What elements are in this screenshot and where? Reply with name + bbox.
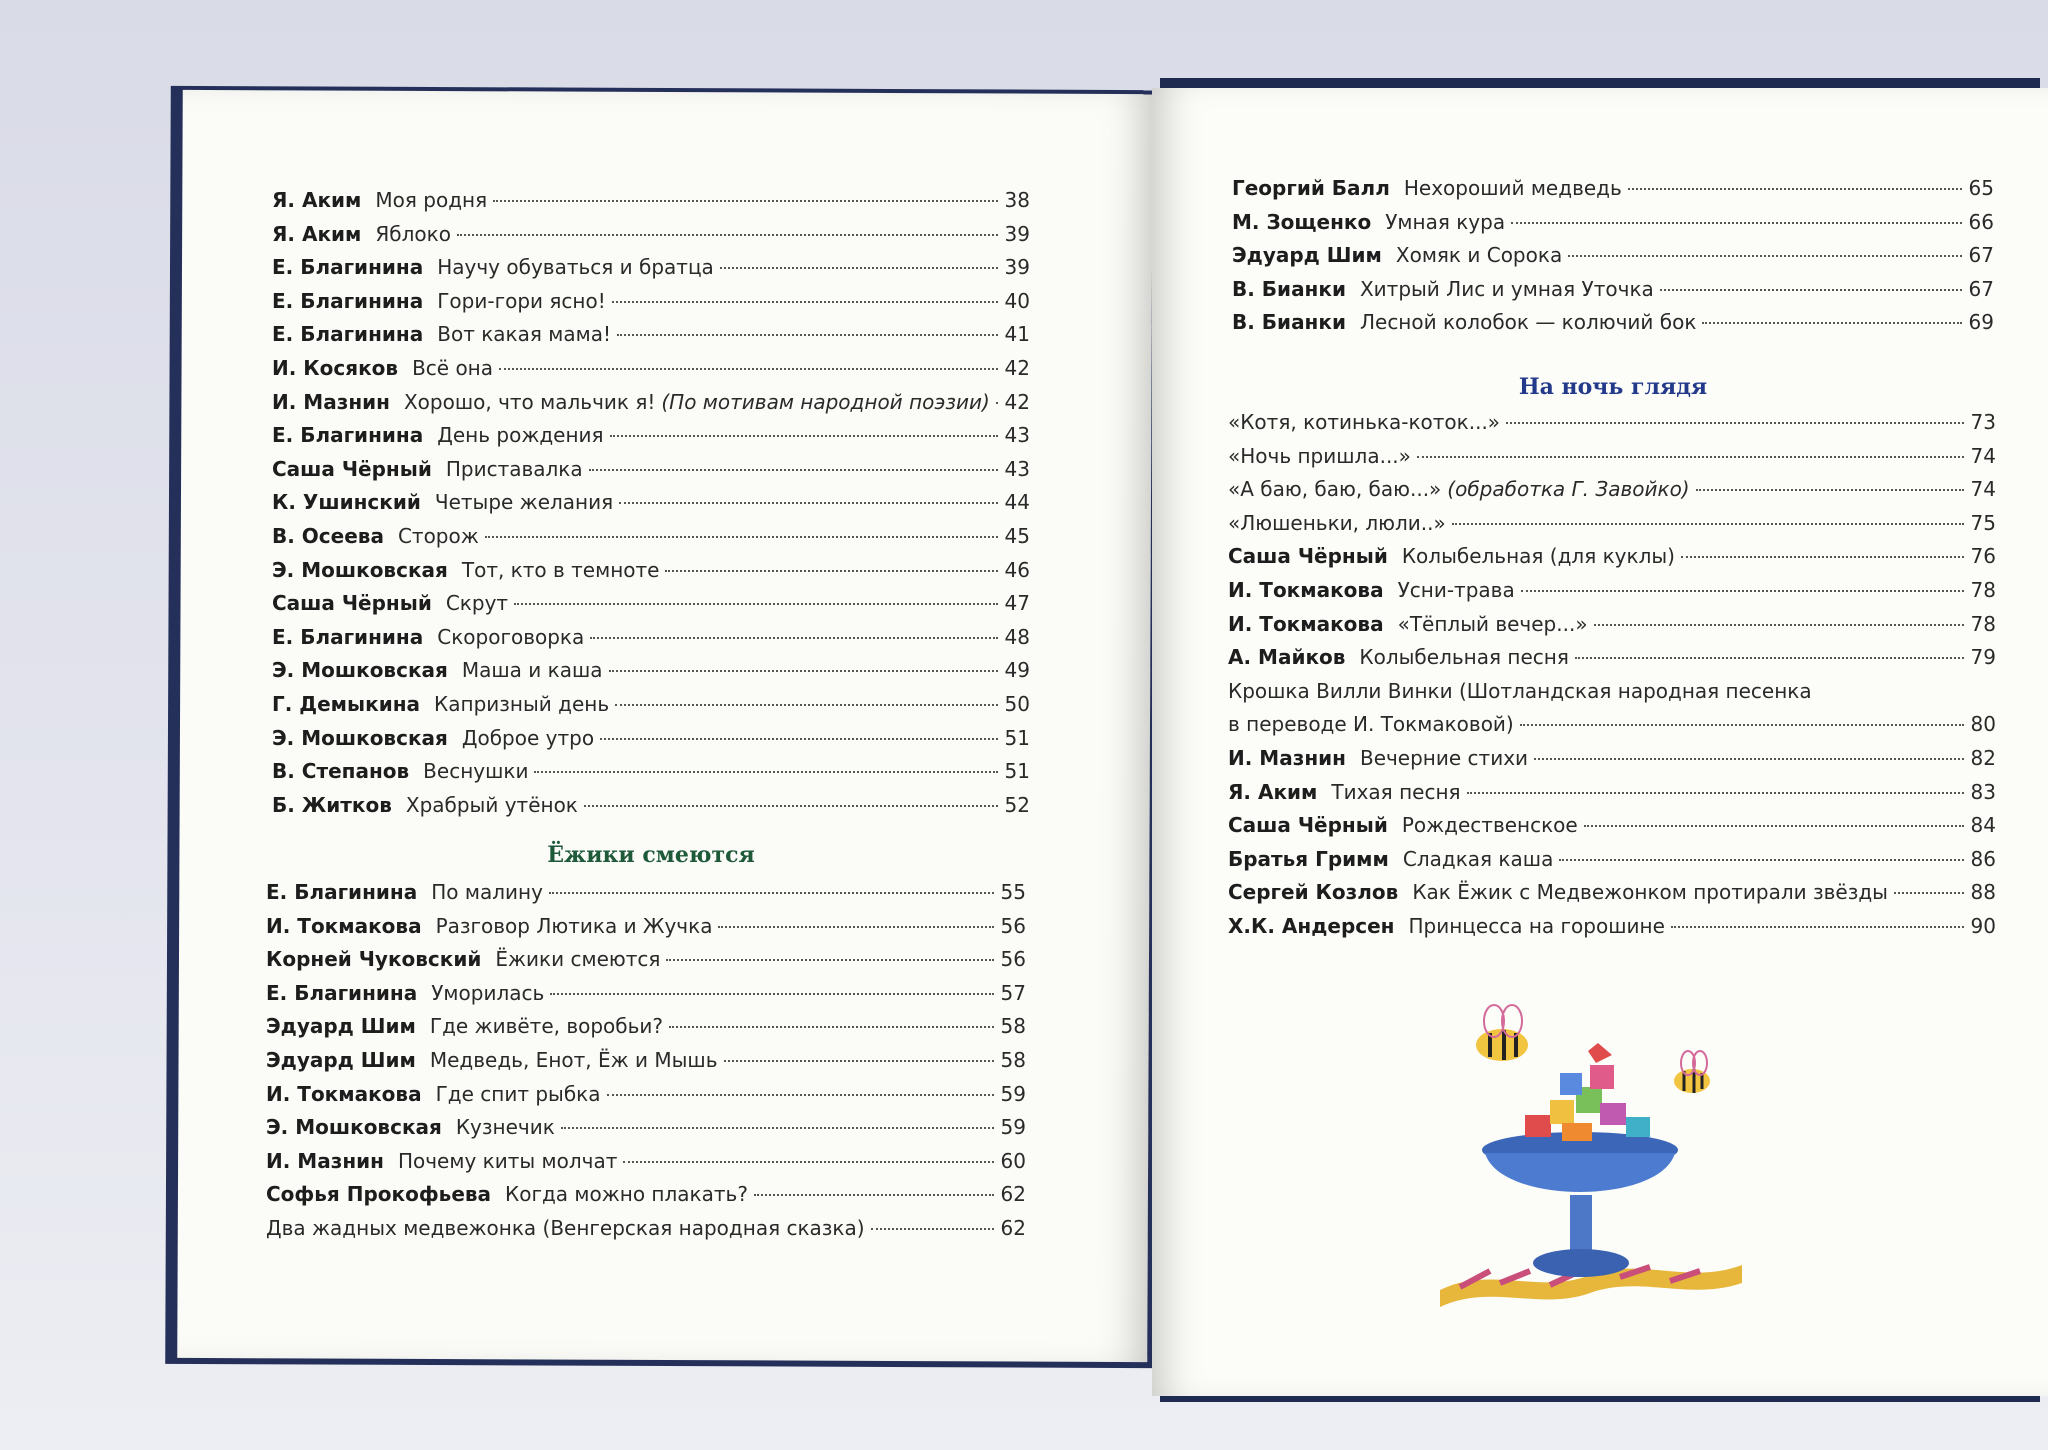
bowl-base <box>1533 1249 1629 1277</box>
toc-leader-dots <box>584 805 998 807</box>
toc-leader-dots <box>600 738 998 740</box>
toc-leader-dots <box>1568 255 1962 257</box>
toc-page-number: 40 <box>1004 288 1030 313</box>
toc-author: Саша Чёрный <box>272 456 432 481</box>
toc-note: (По мотивам народной поэзии) <box>661 389 990 414</box>
toc-title: Доброе утро <box>461 725 595 750</box>
toc-entry <box>266 981 1026 1015</box>
toc-page-number: 79 <box>1970 645 1996 670</box>
toc-author: И. Косяков <box>272 355 399 380</box>
toc-left-list-1 <box>272 188 1030 826</box>
toc-page-number: 44 <box>1004 490 1030 515</box>
toc-title: Умная кура <box>1385 209 1506 234</box>
toc-entry <box>1228 914 1996 948</box>
toc-entry <box>272 658 1030 692</box>
toc-leader-dots <box>609 670 998 672</box>
bee-left <box>1476 1005 1528 1061</box>
toc-title: в переводе И. Токмаковой) <box>1228 712 1514 737</box>
toc-title: Храбрый утёнок <box>405 792 578 817</box>
toc-author: Е. Благинина <box>266 980 418 1005</box>
toc-title: Хорошо, что мальчик я! <box>403 389 656 414</box>
toc-leader-dots <box>1594 624 1964 626</box>
toc-title: Два жадных медвежонка (Венгерская народная сказка) <box>266 1215 865 1240</box>
toc-leader-dots <box>1452 523 1964 525</box>
toc-entry <box>1228 813 1996 847</box>
toc-title: Тот, кто в темноте <box>461 557 660 582</box>
toc-title: Маша и каша <box>461 658 603 683</box>
toc-author: В. Осеева <box>272 523 384 548</box>
bees-candy-bowl-illustration <box>1430 995 1750 1315</box>
toc-entry <box>272 255 1030 289</box>
toc-entry <box>272 591 1030 625</box>
toc-title: Моя родня <box>375 188 488 212</box>
toc-entry <box>1232 176 1994 210</box>
toc-title: Медведь, Енот, Ёж и Мышь <box>429 1047 718 1072</box>
toc-page-number: 74 <box>1970 443 1996 468</box>
toc-page-number: 78 <box>1970 577 1996 602</box>
toc-page-number: 41 <box>1004 322 1030 347</box>
toc-page-number: 65 <box>1968 176 1994 200</box>
toc-leader-dots <box>1511 222 1962 224</box>
toc-title: Лесной колобок — колючий бок <box>1359 310 1697 335</box>
toc-page-number: 82 <box>1970 745 1996 770</box>
toc-entry <box>1232 210 1994 244</box>
toc-title: Где спит рыбка <box>435 1081 601 1106</box>
toc-author: Е. Благинина <box>266 880 418 904</box>
toc-author: И. Токмакова <box>266 1081 422 1106</box>
toc-author: И. Мазнин <box>1228 745 1346 770</box>
toc-entry <box>272 423 1030 457</box>
toc-page-number: 67 <box>1968 243 1994 268</box>
toc-title: Гори-гори ясно! <box>437 288 606 313</box>
toc-entry <box>272 222 1030 256</box>
toc-author: Е. Благинина <box>272 288 424 313</box>
toc-entry <box>266 914 1026 948</box>
toc-leader-dots <box>561 1127 994 1129</box>
toc-leader-dots <box>1534 758 1964 760</box>
toc-leader-dots <box>1467 792 1964 794</box>
toc-leader-dots <box>619 502 998 504</box>
section-title-left: Ёжики смеются <box>547 842 755 868</box>
toc-leader-dots <box>1894 892 1964 894</box>
toc-title: Скороговорка <box>437 624 585 649</box>
toc-author: К. Ушинский <box>272 490 421 515</box>
toc-author: И. Мазнин <box>272 389 390 414</box>
toc-title: Хомяк и Сорока <box>1395 243 1563 268</box>
toc-leader-dots <box>666 959 994 961</box>
toc-title: Нехороший медведь <box>1403 176 1622 200</box>
toc-author: Эдуард Шим <box>266 1047 416 1072</box>
toc-page-number: 67 <box>1968 276 1994 301</box>
toc-author: Эдуард Шим <box>266 1014 416 1039</box>
toc-author: Г. Демыкина <box>272 691 421 716</box>
toc-title: Научу обуваться и братца <box>437 255 714 280</box>
toc-page-number: 62 <box>1000 1182 1026 1207</box>
toc-author: Э. Мошковская <box>272 658 448 683</box>
toc-leader-dots <box>549 892 994 894</box>
toc-title: Капризный день <box>434 691 610 716</box>
toc-leader-dots <box>1417 456 1964 458</box>
toc-author: И. Токмакова <box>1228 577 1384 602</box>
toc-entry <box>266 880 1026 914</box>
toc-page-number: 48 <box>1004 624 1030 649</box>
toc-title: Кузнечик <box>455 1115 555 1140</box>
toc-leader-dots <box>493 200 998 202</box>
toc-entry <box>266 1149 1026 1183</box>
toc-page-number: 73 <box>1970 410 1996 434</box>
toc-entry <box>1228 410 1996 444</box>
toc-page-number: 39 <box>1004 255 1030 280</box>
toc-page-number: 49 <box>1004 658 1030 683</box>
toc-title: Когда можно плакать? <box>505 1182 748 1207</box>
toc-page-number: 52 <box>1004 792 1030 817</box>
toc-entry <box>272 356 1030 390</box>
toc-author: М. Зощенко <box>1232 209 1372 234</box>
bee-right <box>1674 1051 1710 1093</box>
toc-author: Э. Мошковская <box>272 557 448 582</box>
toc-leader-dots <box>623 1161 994 1163</box>
toc-page-number: 76 <box>1970 544 1996 569</box>
toc-title: Приставалка <box>445 456 583 481</box>
toc-entry <box>272 188 1030 222</box>
toc-leader-dots <box>1660 289 1962 291</box>
toc-title: Хитрый Лис и умная Уточка <box>1359 276 1654 301</box>
toc-page-number: 88 <box>1970 880 1996 905</box>
toc-author: И. Токмакова <box>1228 611 1384 636</box>
toc-leader-dots <box>550 993 994 995</box>
toc-title: Принцесса на горошине <box>1408 913 1665 938</box>
toc-author: Я. Аким <box>272 221 362 246</box>
toc-author: Я. Аким <box>1228 779 1318 804</box>
toc-page-number: 45 <box>1004 523 1030 548</box>
toc-title: Сладкая каша <box>1402 846 1554 871</box>
toc-leader-dots <box>1584 825 1964 827</box>
toc-leader-dots <box>534 771 998 773</box>
toc-entry <box>266 1082 1026 1116</box>
toc-note: (обработка Г. Завойко) <box>1447 477 1690 502</box>
toc-author: В. Степанов <box>272 759 410 784</box>
toc-leader-dots <box>514 603 998 605</box>
toc-page-number: 57 <box>1000 980 1026 1005</box>
toc-leader-dots <box>615 704 998 706</box>
toc-entry <box>272 289 1030 323</box>
toc-title: Рождественское <box>1401 813 1578 838</box>
toc-page-number: 90 <box>1970 913 1996 938</box>
toc-page-number: 86 <box>1970 846 1996 871</box>
toc-leader-dots <box>1559 859 1964 861</box>
toc-author: Х.К. Андерсен <box>1228 913 1395 938</box>
toc-author: Е. Благинина <box>272 423 424 448</box>
toc-author: Я. Аким <box>272 188 362 212</box>
toc-leader-dots <box>1628 188 1962 190</box>
toc-left-list-2 <box>266 880 1026 1250</box>
toc-title: Колыбельная (для куклы) <box>1401 544 1675 569</box>
toc-entry <box>1232 277 1994 311</box>
toc-entry <box>266 1014 1026 1048</box>
toc-entry <box>1228 612 1996 646</box>
toc-page-number: 56 <box>1000 947 1026 972</box>
toc-page-number: 84 <box>1970 813 1996 838</box>
toc-page-number: 38 <box>1004 188 1030 212</box>
toc-title: Яблоко <box>375 221 451 246</box>
toc-title: «Люшеньки, люли..» <box>1228 510 1446 535</box>
toc-title: «Тёплый вечер...» <box>1397 611 1588 636</box>
toc-leader-dots <box>1681 556 1964 558</box>
toc-title: «А баю, баю, баю...» <box>1228 477 1442 502</box>
toc-author: И. Токмакова <box>266 913 422 938</box>
toc-entry <box>1228 578 1996 612</box>
toc-leader-dots <box>871 1228 994 1230</box>
toc-title: Скрут <box>445 591 509 616</box>
toc-entry <box>272 793 1030 827</box>
toc-entry <box>272 490 1030 524</box>
toc-title: Тихая песня <box>1331 779 1461 804</box>
toc-title: По малину <box>431 880 543 904</box>
toc-leader-dots <box>724 1060 994 1062</box>
toc-entry <box>266 947 1026 981</box>
toc-title: Ёжики смеются <box>495 947 661 972</box>
toc-author: И. Мазнин <box>266 1148 384 1173</box>
toc-title: Как Ёжик с Медвежонком протирали звёзды <box>1412 880 1888 905</box>
toc-page-number: 39 <box>1004 221 1030 246</box>
toc-title: Вечерние стихи <box>1359 745 1529 770</box>
toc-page-number: 58 <box>1000 1047 1026 1072</box>
section-title-right: На ночь глядя <box>1518 374 1708 400</box>
toc-leader-dots <box>1520 724 1964 726</box>
toc-page-number: 55 <box>1000 880 1026 904</box>
toc-entry <box>1228 511 1996 545</box>
toc-entry <box>1228 477 1996 511</box>
toc-author: Б. Житков <box>272 792 392 817</box>
toc-author: Корней Чуковский <box>266 947 482 972</box>
toc-title: «Котя, котинька-коток...» <box>1228 410 1501 434</box>
toc-page-number: 59 <box>1000 1115 1026 1140</box>
bowl-stem <box>1570 1195 1592 1255</box>
toc-page-number: 69 <box>1968 310 1994 335</box>
toc-leader-dots <box>1696 489 1964 491</box>
toc-leader-dots <box>607 1094 995 1096</box>
toc-entry <box>1228 679 1996 713</box>
toc-author: Саша Чёрный <box>1228 544 1388 569</box>
toc-entry <box>1228 880 1996 914</box>
toc-leader-dots <box>1671 926 1964 928</box>
toc-page-number: 60 <box>1000 1148 1026 1173</box>
toc-entry <box>272 726 1030 760</box>
toc-leader-dots <box>457 234 998 236</box>
toc-entry <box>272 692 1030 726</box>
toc-entry <box>266 1182 1026 1216</box>
toc-author: А. Майков <box>1228 645 1346 670</box>
toc-leader-dots <box>612 301 998 303</box>
toc-page-number: 80 <box>1970 712 1996 737</box>
toc-title: Усни-трава <box>1397 577 1515 602</box>
toc-author: Е. Благинина <box>272 255 424 280</box>
toc-title: Разговор Лютика и Жучка <box>435 913 713 938</box>
toc-page-number: 62 <box>1000 1215 1026 1240</box>
toc-entry <box>272 759 1030 793</box>
toc-leader-dots <box>996 402 998 404</box>
toc-title: Веснушки <box>423 759 529 784</box>
toc-leader-dots <box>617 334 998 336</box>
toc-entry <box>272 558 1030 592</box>
toc-leader-dots <box>1506 422 1964 424</box>
toc-leader-dots <box>499 368 998 370</box>
toc-author: Сергей Козлов <box>1228 880 1399 905</box>
toc-author: Софья Прокофьева <box>266 1182 492 1207</box>
toc-entry <box>1228 645 1996 679</box>
toc-entry <box>266 1115 1026 1149</box>
toc-entry <box>266 1216 1026 1250</box>
toc-entry <box>266 1048 1026 1082</box>
toc-entry <box>1228 847 1996 881</box>
toc-title: Колыбельная песня <box>1359 645 1569 670</box>
toc-title: Где живёте, воробьи? <box>429 1014 664 1039</box>
toc-page-number: 83 <box>1970 779 1996 804</box>
toc-page-number: 43 <box>1004 456 1030 481</box>
toc-entry <box>1228 444 1996 478</box>
toc-leader-dots <box>1521 590 1964 592</box>
toc-leader-dots <box>1702 322 1962 324</box>
toc-entry <box>1232 243 1994 277</box>
toc-author: Е. Благинина <box>272 624 424 649</box>
toc-leader-dots <box>720 267 998 269</box>
toc-page-number: 47 <box>1004 591 1030 616</box>
toc-entry <box>272 625 1030 659</box>
toc-page-number: 58 <box>1000 1014 1026 1039</box>
toc-page-number: 74 <box>1970 477 1996 502</box>
toc-entry <box>272 322 1030 356</box>
toc-entry <box>1228 746 1996 780</box>
toc-title: День рождения <box>437 423 604 448</box>
toc-leader-dots <box>669 1026 994 1028</box>
toc-title: Почему киты молчат <box>397 1148 618 1173</box>
toc-leader-dots <box>589 469 998 471</box>
toc-page-number: 43 <box>1004 423 1030 448</box>
toc-author: Е. Благинина <box>272 322 424 347</box>
toc-leader-dots <box>485 536 998 538</box>
toc-author: Саша Чёрный <box>1228 813 1388 838</box>
bowl-body <box>1485 1153 1675 1192</box>
toc-entry <box>1232 310 1994 344</box>
toc-title: Вот какая мама! <box>437 322 611 347</box>
toc-title: Всё она <box>412 355 494 380</box>
toc-author: Георгий Балл <box>1232 176 1390 200</box>
toc-title: Четыре желания <box>434 490 614 515</box>
toc-right-list-2 <box>1228 410 1996 948</box>
toc-page-number: 51 <box>1004 725 1030 750</box>
toc-leader-dots <box>610 435 998 437</box>
toc-page-number: 75 <box>1970 510 1996 535</box>
toc-entry <box>272 457 1030 491</box>
toc-page-number: 59 <box>1000 1081 1026 1106</box>
toc-leader-dots <box>754 1194 994 1196</box>
toc-author: В. Бианки <box>1232 310 1346 335</box>
toc-title: Сторож <box>397 523 479 548</box>
toc-page-number: 56 <box>1000 913 1026 938</box>
toc-author: Э. Мошковская <box>266 1115 442 1140</box>
toc-leader-dots <box>590 637 998 639</box>
toc-title: Крошка Вилли Винки (Шотландская народная песенка <box>1228 678 1812 703</box>
toc-page-number: 66 <box>1968 209 1994 234</box>
toc-entry <box>1228 544 1996 578</box>
toc-page-number: 42 <box>1004 355 1030 380</box>
toc-page-number: 51 <box>1004 759 1030 784</box>
toc-leader-dots <box>718 926 994 928</box>
toc-page-number: 78 <box>1970 611 1996 636</box>
toc-entry <box>1228 780 1996 814</box>
toc-page-number: 46 <box>1004 557 1030 582</box>
toc-page-number: 50 <box>1004 691 1030 716</box>
toc-title: Уморилась <box>431 980 545 1005</box>
toc-author: Эдуард Шим <box>1232 243 1382 268</box>
toc-author: Саша Чёрный <box>272 591 432 616</box>
toc-author: Братья Гримм <box>1228 846 1389 871</box>
toc-right-list-1 <box>1232 176 1994 344</box>
toc-title: «Ночь пришла...» <box>1228 443 1411 468</box>
toc-author: В. Бианки <box>1232 276 1346 301</box>
candy-pile <box>1525 1043 1650 1141</box>
toc-entry <box>272 390 1030 424</box>
toc-page-number: 42 <box>1004 389 1030 414</box>
toc-leader-dots <box>665 570 998 572</box>
toc-author: Э. Мошковская <box>272 725 448 750</box>
toc-entry <box>272 524 1030 558</box>
toc-entry <box>1228 712 1996 746</box>
toc-leader-dots <box>1575 657 1964 659</box>
